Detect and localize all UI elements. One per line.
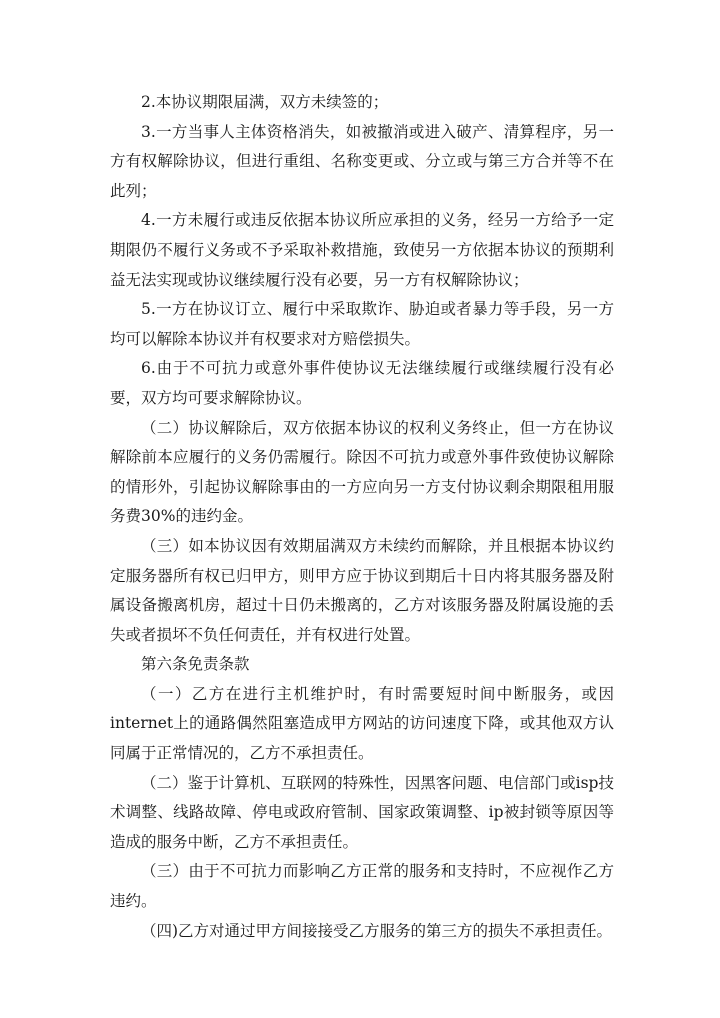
clause-paragraph: 2.本协议期限届满，双方未续签的； (141, 93, 389, 111)
clause-paragraph: （三）如本协议因有效期届满双方未续约而解除，并且根据本协议约定服务器所有权已归甲方，则甲方应于协议到期后十日内将其服务器及附属设备搬离机房，超过十日仍未搬离的，乙方对该服务器及附属设施的丢失或者损坏不负任何责任，并有权进行处置。 (110, 536, 614, 644)
clause-paragraph: 6.由于不可抗力或意外事件使协议无法继续履行或继续履行没有必要，双方均可要求解除协议。 (110, 359, 614, 407)
clause-paragraph: （二）协议解除后，双方依据本协议的权利义务终止，但一方在协议解除前本应履行的义务仍需履行。除因不可抗力或意外事件致使协议解除的情形外，引起协议解除事由的一方应向另一方支付协议剩余期限租用服务费30%的违约金。 (110, 418, 614, 526)
document-body (110, 88, 614, 946)
clause-paragraph: （一）乙方在进行主机维护时，有时需要短时间中断服务，或因internet上的通路偶然阻塞造成甲方网站的访问速度下降，或其他双方认同属于正常情况的，乙方不承担责任。 (110, 684, 614, 763)
clause-paragraph: 3.一方当事人主体资格消失，如被撤消或进入破产、清算程序，另一方有权解除协议，但进行重组、名称变更或、分立或与第三方合并等不在此列； (110, 122, 614, 200)
clause-paragraph: 5.一方在协议订立、履行中采取欺诈、胁迫或者暴力等手段，另一方均可以解除本协议并有权要求对方赔偿损失。 (110, 300, 614, 348)
clause-paragraph: （三）由于不可抗力而影响乙方正常的服务和支持时，不应视作乙方违约。 (110, 862, 614, 911)
section-heading: 第六条免责条款 (141, 655, 250, 674)
clause-paragraph: （四)乙方对通过甲方间接接受乙方服务的第三方的损失不承担责任。 (141, 921, 613, 940)
clause-paragraph: （二）鉴于计算机、互联网的特殊性，因黑客问题、电信部门或isp技术调整、线路故障、停电或政府管制、国家政策调整、ip被封锁等原因等造成的服务中断，乙方不承担责任。 (110, 773, 614, 851)
clause-paragraph: 4.一方未履行或违反依据本协议所应承担的义务，经另一方给予一定期限仍不履行义务或不予采取补救措施，致使另一方依据本协议的预期利益无法实现或协议继续履行没有必要，另一方有权解除协议； (110, 211, 614, 289)
